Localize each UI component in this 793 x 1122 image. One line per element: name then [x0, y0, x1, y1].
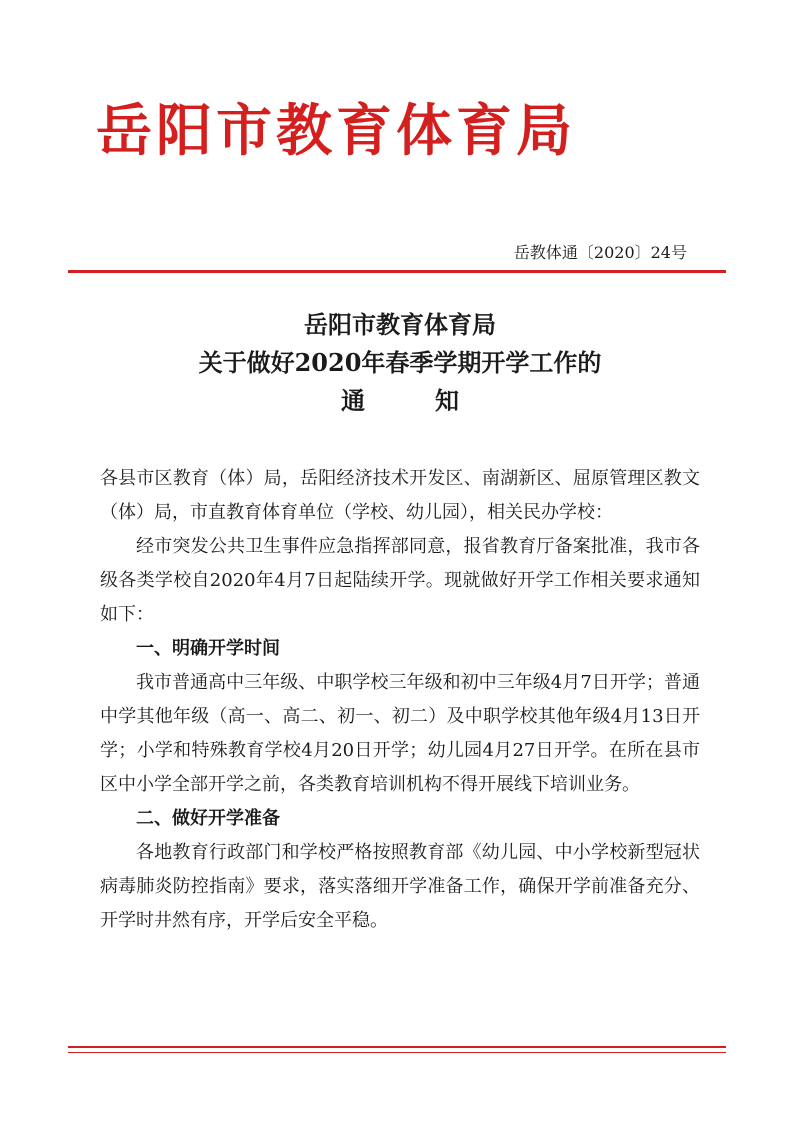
section-2-paragraph: 各地教育行政部门和学校严格按照教育部《幼儿园、中小学校新型冠状病毒肺炎防控指南》要求，落实落细开学准备工作，确保开学前准备充分、开学时井然有序，开学后安全平稳。: [100, 842, 700, 931]
section-1-paragraph: 我市普通高中三年级、中职学校三年级和初中三年级4月7日开学；普通中学其他年级（高一、高二、初一、初二）及中职学校其他年级4月13日开学；小学和特殊教育学校4月20日开学；幼儿园4月27日开学。在所在县市区中小学全部开学之前，各类教育培训机构不得开展线下培训业务。: [100, 672, 700, 795]
footer-divider-thick: [68, 1046, 726, 1048]
document-title: [120, 306, 680, 420]
title-line-3: 通知: [341, 386, 529, 415]
section-2-heading: 二、做好开学准备: [136, 808, 280, 829]
title-line-2: 关于做好2020年春季学期开学工作的: [198, 348, 602, 377]
intro-paragraph: 经市突发公共卫生事件应急指挥部同意，报省教育厅备案批准，我市各级各类学校自2020年4月7日起陆续开学。现就做好开学工作相关要求通知如下：: [100, 536, 700, 625]
document-number: 岳教体通〔2020〕24号: [513, 243, 687, 262]
title-line-1: 岳阳市教育体育局: [304, 310, 496, 339]
org-letterhead: 岳阳市教育体育局: [96, 98, 576, 164]
document-body: [100, 462, 700, 938]
section-1-heading: 一、明确开学时间: [136, 638, 280, 659]
footer-divider-thin: [68, 1052, 726, 1053]
letterhead-divider: [68, 270, 726, 273]
recipients-paragraph: 各县市区教育（体）局，岳阳经济技术开发区、南湖新区、屈原管理区教文（体）局，市直教育体育单位（学校、幼儿园），相关民办学校：: [100, 468, 700, 523]
